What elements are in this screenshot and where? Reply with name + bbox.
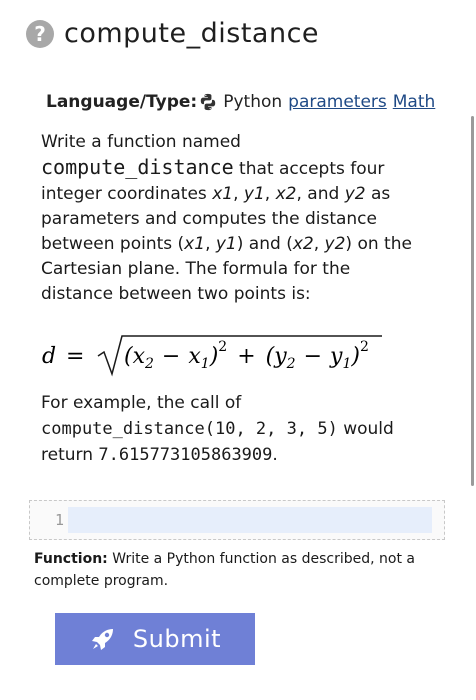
note-text: Write a Python function as described, not a complete program.: [34, 551, 415, 589]
var-y2: y2: [324, 234, 346, 254]
code-line-input[interactable]: [68, 507, 432, 533]
code-editor[interactable]: [29, 500, 445, 540]
formula-d: d: [42, 344, 57, 369]
description-text: as parameters and computes the distance between points (: [41, 184, 391, 254]
var-y1: y1: [243, 184, 265, 204]
language-value: Python: [223, 92, 283, 112]
example-intro: For example, the call of: [41, 393, 242, 413]
line-number: 1: [54, 511, 64, 529]
page-title: compute_distance: [64, 18, 320, 49]
var-y2: y2: [344, 184, 366, 204]
python-logo-icon: [199, 93, 217, 111]
help-glyph: ?: [34, 21, 46, 46]
formula-equals: =: [66, 344, 85, 369]
submission-note: [34, 548, 444, 592]
submit-label: Submit: [132, 625, 222, 653]
problem-description: [41, 130, 426, 307]
tag-math[interactable]: Math: [392, 92, 436, 112]
scrollbar[interactable]: [471, 116, 474, 486]
question-circle-icon[interactable]: [26, 20, 54, 48]
rocket-icon: [89, 625, 117, 653]
var-x1: x1: [184, 234, 206, 254]
var-x1: x1: [212, 184, 234, 204]
description-text: , and: [296, 184, 345, 204]
problem-meta: [46, 92, 441, 112]
description-text: ) on the Cartesian plane. The formula for the distance between two points is:: [41, 234, 412, 304]
distance-formula: [42, 330, 402, 380]
example-text: [41, 390, 441, 468]
description-text: ,: [205, 234, 216, 254]
example-paragraph: [41, 390, 441, 468]
description-text: ,: [313, 234, 325, 254]
var-x2: x2: [292, 234, 314, 254]
example-text-end: .: [272, 445, 278, 465]
problem-header: [26, 18, 319, 49]
function-name-code: compute_distance: [41, 155, 234, 179]
var-y1: y1: [215, 234, 237, 254]
description-text: Write a function named: [41, 132, 241, 152]
note-label: Function:: [34, 551, 108, 567]
example-call-code: compute_distance(10, 2, 3, 5): [41, 419, 338, 439]
example-text-mid: would return: [41, 419, 394, 465]
tag-parameters[interactable]: parameters: [288, 92, 387, 112]
description-text: that accepts four integer coordinates: [41, 159, 385, 204]
example-result-code: 7.615773105863909: [98, 445, 273, 465]
description-text: ) and (: [236, 234, 293, 254]
var-x2: x2: [275, 184, 297, 204]
description-text: ,: [233, 184, 244, 204]
description-paragraph: [41, 130, 426, 307]
description-text: ,: [264, 184, 276, 204]
language-type-label: Language/Type:: [46, 92, 198, 112]
formula-term: $(x_2 - x_1)^2 + (y_2 - y_1)^2$: [124, 339, 369, 372]
submit-button[interactable]: [55, 613, 255, 665]
